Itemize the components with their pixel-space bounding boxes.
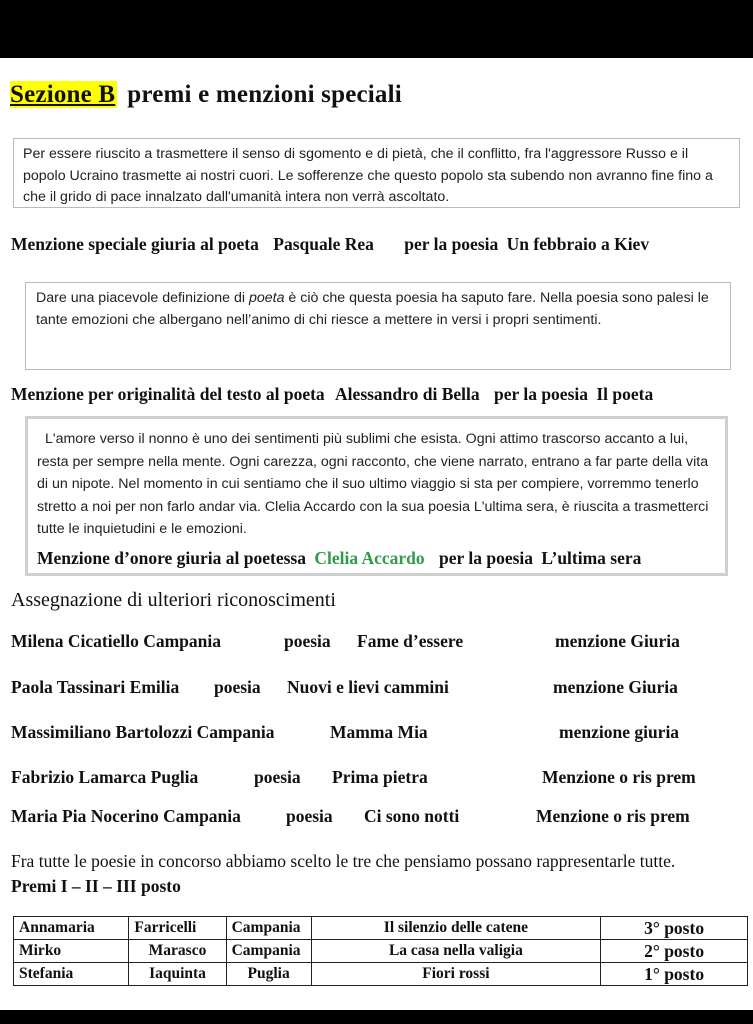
award-result: Menzione o ris prem: [536, 806, 690, 826]
award-type: poesia: [284, 631, 331, 651]
motivation-2-after: è ciò che questa poesia ha saputo fare. Nella poesia sono palesi le tante emozioni che albergano nell’animo di chi riesce a mettere in versi i propri sentimenti.: [36, 290, 709, 328]
award-name: Fabrizio Lamarca Puglia: [11, 767, 199, 787]
intro-text: Fra tutte le poesie in concorso abbiamo scelto le tre che pensiamo possano rappresentarle tutte.: [11, 851, 676, 871]
winner-poem: Il silenzio delle catene: [311, 917, 601, 940]
document-page: [0, 58, 753, 1010]
award-result: Menzione o ris prem: [542, 767, 696, 787]
award-poem: Nuovi e lievi cammini: [287, 677, 449, 697]
award-name: Paola Tassinari Emilia: [11, 677, 180, 697]
award-poem: Prima pietra: [332, 767, 428, 787]
award-poem: Mamma Mia: [330, 722, 428, 742]
award-type: poesia: [254, 767, 301, 787]
mention-2-poet: Alessandro di Bella: [335, 384, 480, 404]
award-name: Maria Pia Nocerino Campania: [11, 806, 241, 826]
winner-poem: Fiori rossi: [311, 963, 601, 986]
mention-3-poem: L’ultima sera: [541, 548, 642, 568]
mention-1-label: Menzione speciale giuria al poeta: [11, 234, 259, 254]
mention-2-label: Menzione per originalità del testo al poeta: [11, 384, 325, 404]
mention-1-poem: Un febbraio a Kiev: [506, 234, 650, 254]
award-result: menzione Giuria: [553, 677, 678, 697]
mention-2: [11, 384, 653, 405]
table-row: [14, 940, 748, 963]
award-poem: Ci sono notti: [364, 806, 460, 826]
winner-first-name: Mirko: [14, 940, 129, 963]
winner-first-name: Annamaria: [14, 917, 129, 940]
award-name: Massimiliano Bartolozzi Campania: [11, 722, 275, 742]
title-highlight: Sezione B: [10, 81, 116, 108]
page-title: [10, 81, 402, 109]
motivation-text-3: L'amore verso il nonno è uno dei sentimenti più sublimi che esista. Ogni attimo trascorso accanto a lui, resta per sempre nella mente. Ogni carezza, ogni racconto, che viene narrato, entrano a far parte della vita di un nipote. Nel momento in cui sentiamo che il suo ultimo viaggio si sta per compiere, vorremmo tenerlo stretto a noi per non farlo andar via. Clelia Accardo con la sua poesia L'ultima sera, è riuscita a trasmetterci tutte le inquietudini e le emozioni.: [37, 431, 709, 537]
winner-last-name: Farricelli: [129, 917, 226, 940]
motivation-text-2: [36, 288, 720, 331]
table-row: [14, 917, 748, 940]
winner-last-name: Iaquinta: [129, 963, 226, 986]
motivation-box-3: [25, 416, 728, 576]
award-result: menzione giuria: [559, 722, 680, 742]
mention-3: [37, 548, 641, 570]
mention-2-poem: Il poeta: [596, 384, 654, 404]
winners-table: [13, 916, 748, 986]
award-name: Milena Cicatiello Campania: [11, 631, 221, 651]
motivation-box-1: [13, 138, 740, 208]
mention-1: [11, 234, 649, 255]
prizes-title: Premi I – II – III posto: [11, 876, 181, 896]
award-result: menzione Giuria: [555, 631, 680, 651]
winner-poem: La casa nella valigia: [311, 940, 601, 963]
mention-1-poet: Pasquale Rea: [273, 234, 374, 254]
award-type: poesia: [214, 677, 261, 697]
bottom-bar: [0, 1010, 753, 1024]
mention-3-label: Menzione d’onore giuria al poetessa: [37, 548, 306, 568]
mention-3-poet: Clelia Accardo: [314, 548, 425, 568]
motivation-2-italic: poeta: [248, 290, 285, 306]
winner-first-name: Stefania: [14, 963, 129, 986]
mention-2-poem-label: per la poesia: [494, 384, 588, 404]
winner-region: Campania: [226, 940, 311, 963]
winner-place: 2° posto: [601, 940, 748, 963]
award-poem: Fame d’essere: [357, 631, 464, 651]
motivation-text-1: Per essere riuscito a trasmettere il senso di sgomento e di pietà, che il conflitto, fra l'aggressore Russo e il popolo Ucraino trasmette ai nostri cuori. Le sofferenze che questo popolo sta subendo non avranno fine fino a che il grido di pace innalzato dall'umanità intera non verrà ascoltato.: [23, 146, 713, 205]
section-title: Assegnazione di ulteriori riconoscimenti: [11, 589, 336, 611]
mention-1-poem-label: per la poesia: [404, 234, 499, 254]
winner-last-name: Marasco: [129, 940, 226, 963]
winner-region: Campania: [226, 917, 311, 940]
title-rest: premi e menzioni speciali: [127, 81, 402, 108]
motivation-box-2: [25, 282, 731, 370]
table-row: [14, 963, 748, 986]
winner-place: 1° posto: [601, 963, 748, 986]
motivation-2-before: Dare una piacevole definizione di: [36, 290, 249, 306]
winner-region: Puglia: [226, 963, 311, 986]
award-type: poesia: [286, 806, 333, 826]
winner-place: 3° posto: [601, 917, 748, 940]
mention-3-poem-label: per la poesia: [439, 548, 534, 568]
award-row: [11, 631, 221, 652]
